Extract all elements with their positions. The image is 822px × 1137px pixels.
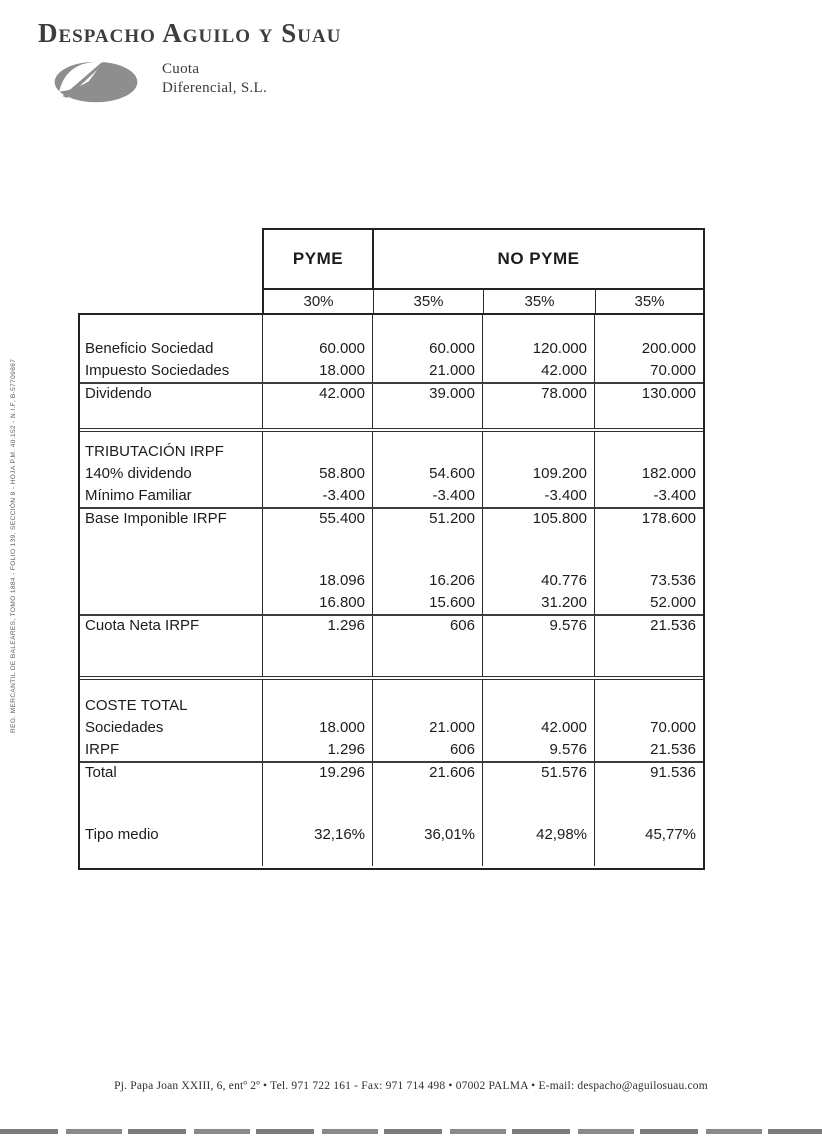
row-label [80,571,263,593]
table-header [262,228,705,315]
row-label [80,680,263,696]
table-cell [373,404,483,428]
table-cell: 45,77% [645,826,696,843]
table-row [80,761,703,783]
table-cell: 42.000 [483,718,595,740]
table-cell [373,432,483,442]
rate-header-col3: 35% [484,290,596,313]
table-cell [595,696,703,718]
row-label [80,847,263,866]
table-cell: 18.000 [263,718,373,740]
row-label: Cuota Neta IRPF [80,616,263,636]
row-label: TRIBUTACIÓN IRPF [80,442,263,464]
table-cell: 182.000 [641,465,696,482]
table-row [80,464,703,486]
table-cell [263,783,373,825]
table-cell: 1.296 [263,740,373,761]
table-cell: -3.400 [483,486,595,507]
table-cell [595,680,703,696]
table-cell: 32,16% [263,825,373,847]
col-group-pyme: PYME [264,230,374,288]
company-logo-icon [52,58,140,106]
table-cell [263,529,373,571]
table-cell [263,847,373,866]
scan-edge-artifact [0,1129,822,1134]
table-cell [263,696,373,718]
table-cell: 16.206 [373,571,483,593]
table-row [80,361,703,382]
table-row [80,783,703,825]
table-cell: 31.200 [483,593,595,614]
footer-address: Pj. Papa Joan XXIII, 6, entº 2º • Tel. 971 722 161 - Fax: 971 714 498 • 07002 PALMA • E-mail: despacho@aguilosuau.com [114,1080,708,1092]
table-cell: 60.000 [263,339,373,361]
row-label: Base Imponible IRPF [80,509,263,529]
table-cell: 21.536 [650,617,696,634]
row-label [80,315,263,339]
table-cell [373,315,483,339]
table-cell [483,432,595,442]
table-cell [373,680,483,696]
table-cell: 19.296 [263,763,373,783]
row-label: Dividendo [80,384,263,404]
table-cell: -3.400 [653,487,696,504]
row-label: Beneficio Sociedad [80,339,263,361]
table-row [80,486,703,507]
col-group-no-pyme: NO PYME [497,249,580,268]
table-cell [263,680,373,696]
table-cell [483,442,595,464]
table-row [80,825,703,847]
table-cell: 130.000 [641,385,696,402]
table-cell [483,529,595,571]
row-label: COSTE TOTAL [80,696,263,718]
table-cell [373,696,483,718]
table-cell [483,696,595,718]
firm-name: Despacho Aguilo y Suau [38,18,342,48]
table-cell: 70.000 [650,362,696,379]
table-cell [595,442,703,464]
table-cell [595,529,703,571]
table-group-header-row [262,228,705,290]
table-cell: 21.000 [373,718,483,740]
table-cell: 21.536 [650,741,696,758]
table-cell: 51.200 [373,509,483,529]
table-cell: 21.606 [373,763,483,783]
table-cell: 51.576 [483,763,595,783]
table-cell [263,404,373,428]
row-label: Sociedades [80,718,263,740]
company-name-line2: Diferencial, S.L. [162,80,268,96]
table-cell: 91.536 [650,764,696,781]
table-cell [483,847,595,866]
table-row [80,507,703,529]
table-row [80,339,703,361]
table-cell: 105.800 [483,509,595,529]
table-cell [595,315,703,339]
table-cell [483,783,595,825]
row-label [80,636,263,676]
table-row [80,676,703,696]
table-cell: 78.000 [483,384,595,404]
table-cell [373,783,483,825]
table-cell: 42.000 [483,361,595,382]
table-cell [595,432,703,442]
table-row [80,740,703,761]
table-cell [595,636,703,676]
table-row [80,696,703,718]
table-cell [373,636,483,676]
table-cell [483,680,595,696]
table-cell [373,847,483,866]
table-row [80,382,703,404]
table-row [80,636,703,676]
table-cell: 120.000 [483,339,595,361]
table-row [80,614,703,636]
table-cell: 21.000 [373,361,483,382]
table-body [78,313,705,870]
row-label [80,404,263,428]
table-cell [263,432,373,442]
row-label [80,593,263,614]
table-cell: 200.000 [641,340,696,357]
table-row [80,315,703,339]
row-label: Total [80,763,263,783]
table-cell: 15.600 [373,593,483,614]
rate-header-col1: 30% [264,290,374,313]
table-cell [595,847,703,866]
table-row [80,718,703,740]
letterhead-logo-block [52,58,267,106]
table-cell: 60.000 [373,339,483,361]
row-label: Tipo medio [80,825,263,847]
rate-header-col4: 35% [634,293,665,310]
table-cell: 58.800 [263,464,373,486]
table-cell: 18.000 [263,361,373,382]
row-label: Mínimo Familiar [80,486,263,507]
table-cell: 606 [373,616,483,636]
table-cell: 1.296 [263,616,373,636]
table-cell: 73.536 [650,572,696,589]
rate-header-col2: 35% [374,290,484,313]
table-cell: 55.400 [263,509,373,529]
table-row [80,593,703,614]
table-cell: 42,98% [483,825,595,847]
table-cell: -3.400 [373,486,483,507]
table-cell: 18.096 [263,571,373,593]
table-cell: -3.400 [263,486,373,507]
table-cell [373,529,483,571]
company-name-line1: Cuota [162,61,200,77]
row-label [80,432,263,442]
table-row [80,847,703,866]
table-cell [483,404,595,428]
table-cell: 178.600 [641,510,696,527]
row-label [80,529,263,571]
table-cell: 42.000 [263,384,373,404]
table-cell: 54.600 [373,464,483,486]
row-label: 140% dividendo [80,464,263,486]
table-cell [595,783,703,825]
table-cell: 36,01% [373,825,483,847]
table-cell [263,636,373,676]
table-cell [483,315,595,339]
table-cell: 39.000 [373,384,483,404]
registry-note: REG. MERCANTIL DE BALEARES, TOMO 1884 - FOLIO 139, SECCIÓN 8 - HOJA P.M. 40.152 - N.I.F. B-57709867 [10,358,17,733]
table-cell [595,404,703,428]
table-cell [483,636,595,676]
row-label [80,783,263,825]
table-row [80,428,703,442]
table-cell: 16.800 [263,593,373,614]
table-cell: 9.576 [483,740,595,761]
table-row [80,442,703,464]
table-cell: 40.776 [483,571,595,593]
table-cell: 9.576 [483,616,595,636]
table-row [80,571,703,593]
row-label: IRPF [80,740,263,761]
table-cell: 52.000 [650,594,696,611]
table-cell [263,315,373,339]
table-cell: 109.200 [483,464,595,486]
row-label: Impuesto Sociedades [80,361,263,382]
table-row [80,404,703,428]
table-cell [263,442,373,464]
table-cell [373,442,483,464]
table-cell: 606 [373,740,483,761]
table-cell: 70.000 [650,719,696,736]
table-row [80,529,703,571]
table-rate-header-row [262,290,705,315]
